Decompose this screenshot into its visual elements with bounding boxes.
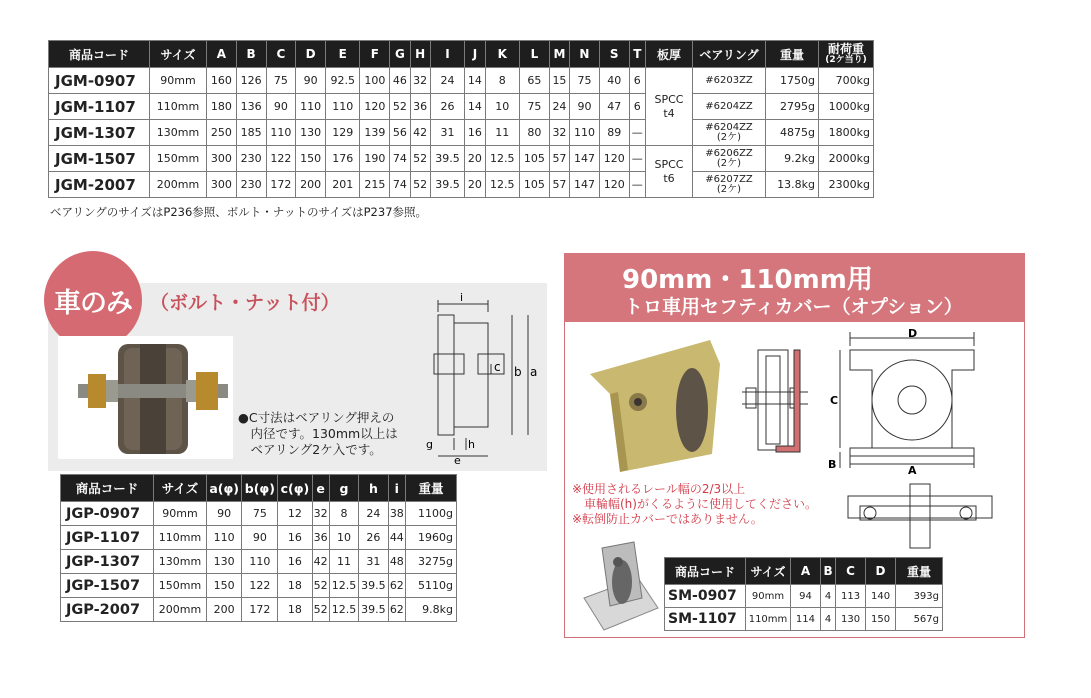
bearing-cell	[693, 172, 766, 198]
col-header: H	[410, 41, 430, 68]
size-cell: 150mm	[150, 146, 207, 172]
dim-label-c: c	[494, 360, 501, 374]
dim-cell: 40	[599, 68, 629, 94]
bearing-cell	[693, 120, 766, 146]
dim-cell: 120	[360, 94, 390, 120]
weight-cell: 1960g	[406, 526, 457, 550]
dim-cell: 16	[465, 120, 485, 146]
table-row	[61, 550, 457, 574]
dim-cell: 12	[278, 502, 312, 526]
dim-cell: 200	[296, 172, 326, 198]
c-dimension-note	[238, 410, 398, 458]
col-header: 商品コード	[49, 41, 150, 68]
dim-cell: 42	[410, 120, 430, 146]
safety-cover-photo	[580, 334, 730, 474]
product-code: JGM-1507	[49, 146, 150, 172]
table-header-row	[49, 41, 874, 68]
size-cell: 110mm	[746, 608, 791, 631]
safety-cover-title: 90mm・110mm用	[622, 265, 873, 295]
col-header: e	[312, 475, 329, 502]
dim-cell: 110	[207, 526, 242, 550]
dim-cell: 105	[520, 146, 550, 172]
table-row	[665, 608, 943, 631]
col-header: c(φ)	[278, 475, 312, 502]
dim-cell: 11	[485, 120, 519, 146]
dim-cell: 230	[236, 172, 266, 198]
col-header: K	[485, 41, 519, 68]
dim-cell: 90	[296, 68, 326, 94]
dim-cell: 110	[570, 120, 600, 146]
dim-label-b: b	[514, 365, 522, 379]
wheel-dimension-diagram	[416, 290, 546, 468]
table-header-row	[665, 558, 943, 585]
dim-cell: 122	[242, 574, 278, 598]
dim-cell: 6	[629, 94, 645, 120]
usage-notes	[572, 482, 817, 527]
size-cell: 110mm	[150, 94, 207, 120]
dim-cell: 113	[836, 585, 866, 608]
size-cell: 110mm	[154, 526, 207, 550]
dim-cell: 75	[570, 68, 600, 94]
dim-cell: 8	[485, 68, 519, 94]
dim-cell: 150	[296, 146, 326, 172]
dim-cell: 57	[549, 146, 569, 172]
dim-cell: 150	[866, 608, 896, 631]
col-header: G	[390, 41, 410, 68]
dim-cell: 136	[236, 94, 266, 120]
wheel-only-badge: 車のみ	[44, 251, 142, 349]
dim-cell: 75	[242, 502, 278, 526]
dim-cell: 110	[242, 550, 278, 574]
wheel-only-subtitle: （ボルト・ナット付）	[150, 292, 340, 314]
product-code: SM-0907	[665, 585, 746, 608]
dim-cell: 12.5	[329, 574, 358, 598]
dim-cell: 26	[430, 94, 464, 120]
product-code: JGM-0907	[49, 68, 150, 94]
dim-cell: 20	[465, 146, 485, 172]
size-cell: 200mm	[154, 598, 207, 622]
col-header: 重量	[896, 558, 943, 585]
col-header: F	[360, 41, 390, 68]
dim-cell: 74	[390, 172, 410, 198]
dim-cell: 150	[207, 574, 242, 598]
dim-cell: 130	[207, 550, 242, 574]
dim-cell: 90	[570, 94, 600, 120]
col-header: L	[520, 41, 550, 68]
dim-cell: 6	[629, 68, 645, 94]
dim-cell: 110	[266, 120, 296, 146]
dim-cell: 130	[296, 120, 326, 146]
dim-cell: 300	[207, 172, 237, 198]
table-row	[49, 94, 874, 120]
spec-table-jgp	[60, 474, 457, 622]
size-cell: 130mm	[154, 550, 207, 574]
dim-cell: 47	[599, 94, 629, 120]
dim-label-d: D	[908, 328, 918, 340]
col-header: C	[836, 558, 866, 585]
dim-cell: 147	[570, 146, 600, 172]
dim-cell: 32	[312, 502, 329, 526]
size-cell: 150mm	[154, 574, 207, 598]
col-header: サイズ	[154, 475, 207, 502]
dim-cell: 172	[266, 172, 296, 198]
dim-cell: 300	[207, 146, 237, 172]
dim-cell: 16	[278, 550, 312, 574]
weight-cell: 1750g	[766, 68, 819, 94]
dim-cell: 230	[236, 146, 266, 172]
col-header: B	[236, 41, 266, 68]
col-header: b(φ)	[242, 475, 278, 502]
load-sublabel: (2ケ当り)	[825, 54, 867, 65]
col-header: A	[207, 41, 237, 68]
col-header: J	[465, 41, 485, 68]
dim-cell: 39.5	[359, 598, 388, 622]
dim-cell: 185	[236, 120, 266, 146]
col-header: a(φ)	[207, 475, 242, 502]
table-row	[49, 172, 874, 198]
dim-label-a: a	[530, 365, 538, 379]
product-code: JGP-1307	[61, 550, 154, 574]
product-code: JGP-2007	[61, 598, 154, 622]
load-cell: 700kg	[819, 68, 874, 94]
col-header: h	[359, 475, 388, 502]
product-code: JGP-0907	[61, 502, 154, 526]
dim-cell: 11	[329, 550, 358, 574]
size-cell: 90mm	[150, 68, 207, 94]
bearing-qty: (2ケ)	[716, 131, 742, 143]
plate-thickness: t4	[663, 106, 675, 120]
plate-cell	[646, 68, 693, 146]
plate-material: SPCC	[654, 92, 684, 106]
dim-cell: 24	[359, 502, 388, 526]
dim-cell: 114	[791, 608, 821, 631]
col-header: 商品コード	[61, 475, 154, 502]
dim-label-i: i	[460, 291, 464, 304]
dim-cell: —	[629, 172, 645, 198]
weight-cell: 4875g	[766, 120, 819, 146]
dim-cell: 4	[820, 608, 835, 631]
dim-cell: 36	[312, 526, 329, 550]
weight-cell: 13.8kg	[766, 172, 819, 198]
product-code: SM-1107	[665, 608, 746, 631]
dim-cell: 31	[430, 120, 464, 146]
dim-cell: 62	[388, 598, 405, 622]
weight-cell: 9.2kg	[766, 146, 819, 172]
col-header: 板厚	[646, 41, 693, 68]
dim-cell: 140	[866, 585, 896, 608]
col-header: サイズ	[150, 41, 207, 68]
table-row	[49, 146, 874, 172]
dim-cell: 92.5	[326, 68, 360, 94]
col-header: ベアリング	[693, 41, 766, 68]
dim-label-g: g	[426, 438, 433, 451]
dim-cell: 38	[388, 502, 405, 526]
bearing-qty: (2ケ)	[716, 157, 742, 169]
dim-cell: 65	[520, 68, 550, 94]
dim-label-c-cover: C	[830, 394, 839, 407]
dim-cell: 12.5	[329, 598, 358, 622]
dim-cell: 14	[465, 68, 485, 94]
size-cell: 90mm	[746, 585, 791, 608]
dim-cell: 52	[410, 172, 430, 198]
dim-cell: 15	[549, 68, 569, 94]
dim-cell: 176	[326, 146, 360, 172]
col-header: B	[820, 558, 835, 585]
safety-cover-header	[564, 253, 1025, 322]
dim-label-e: e	[454, 454, 461, 467]
col-header: 重量	[406, 475, 457, 502]
dim-cell: 44	[388, 526, 405, 550]
dim-cell: 46	[390, 68, 410, 94]
dim-cell: 110	[296, 94, 326, 120]
dim-cell: 122	[266, 146, 296, 172]
table-row	[61, 526, 457, 550]
wheel-illustration	[58, 336, 233, 459]
dim-cell: 39.5	[359, 574, 388, 598]
bearing-qty: (2ケ)	[716, 183, 742, 195]
dim-cell: 18	[278, 598, 312, 622]
col-header: N	[570, 41, 600, 68]
dim-cell: 24	[549, 94, 569, 120]
plate-thickness: t6	[663, 171, 675, 185]
dim-cell: 52	[312, 598, 329, 622]
dim-cell: 32	[549, 120, 569, 146]
dim-cell: 18	[278, 574, 312, 598]
reference-note: ベアリングのサイズはP236参照、ボルト・ナットのサイズはP237参照。	[50, 205, 428, 219]
dim-cell: 160	[207, 68, 237, 94]
dim-cell: 75	[266, 68, 296, 94]
product-code: JGM-1107	[49, 94, 150, 120]
cover-front-diagram	[826, 328, 998, 474]
load-cell: 1000kg	[819, 94, 874, 120]
dim-cell: 39.5	[430, 172, 464, 198]
dim-label-b-cover: B	[828, 458, 837, 471]
dim-cell: 24	[430, 68, 464, 94]
dim-label-a-cover: A	[908, 464, 917, 474]
dim-cell: 200	[207, 598, 242, 622]
col-header: 重量	[766, 41, 819, 68]
note-line: ※使用されるレール幅の2/3以上	[572, 482, 746, 496]
weight-cell: 2795g	[766, 94, 819, 120]
dim-cell: 250	[207, 120, 237, 146]
load-cell: 1800kg	[819, 120, 874, 146]
dim-cell: 10	[329, 526, 358, 550]
bearing-model: #6206ZZ	[705, 147, 753, 159]
dim-cell: 172	[242, 598, 278, 622]
plate-cell	[646, 146, 693, 198]
cover-installed-photo	[578, 538, 662, 632]
dim-cell: 20	[465, 172, 485, 198]
col-header: S	[599, 41, 629, 68]
dim-cell: 4	[820, 585, 835, 608]
load-label: 耐荷重	[827, 41, 864, 56]
dim-cell: 94	[791, 585, 821, 608]
dim-cell: 52	[410, 146, 430, 172]
dim-cell: 12.5	[485, 172, 519, 198]
col-header: サイズ	[746, 558, 791, 585]
dim-cell: 75	[520, 94, 550, 120]
dim-cell: 201	[326, 172, 360, 198]
dim-cell: 120	[599, 172, 629, 198]
dim-cell: 147	[570, 172, 600, 198]
col-header: T	[629, 41, 645, 68]
dim-cell: 80	[520, 120, 550, 146]
spec-table-sm	[664, 557, 943, 631]
dim-cell: 52	[390, 94, 410, 120]
bearing-cell	[693, 146, 766, 172]
dim-cell: 10	[485, 94, 519, 120]
dim-cell: 89	[599, 120, 629, 146]
product-code: JGP-1107	[61, 526, 154, 550]
dim-cell: 90	[207, 502, 242, 526]
dim-cell: 42	[312, 550, 329, 574]
table-row	[49, 68, 874, 94]
dim-cell: 32	[410, 68, 430, 94]
dim-cell: 130	[836, 608, 866, 631]
weight-cell: 9.8kg	[406, 598, 457, 622]
dim-cell: 90	[242, 526, 278, 550]
dim-cell: 110	[326, 94, 360, 120]
table-row	[61, 502, 457, 526]
weight-cell: 3275g	[406, 550, 457, 574]
table-row	[61, 598, 457, 622]
dim-cell: 139	[360, 120, 390, 146]
bearing-model: #6204ZZ	[705, 100, 753, 112]
plate-material: SPCC	[654, 157, 684, 171]
col-header-load	[819, 41, 874, 68]
cover-side-diagram	[738, 342, 813, 460]
table-header-row	[61, 475, 457, 502]
dim-cell: 31	[359, 550, 388, 574]
dim-cell: 62	[388, 574, 405, 598]
weight-cell: 1100g	[406, 502, 457, 526]
table-row	[61, 574, 457, 598]
dim-cell: 74	[390, 146, 410, 172]
col-header: D	[866, 558, 896, 585]
bearing-model: #6207ZZ	[705, 173, 753, 185]
col-header: i	[388, 475, 405, 502]
dim-cell: 190	[360, 146, 390, 172]
bearing-cell	[693, 68, 766, 94]
weight-cell: 393g	[896, 585, 943, 608]
note-line: ●C寸法はベアリング押えの	[238, 410, 395, 425]
dim-cell: 90	[266, 94, 296, 120]
dim-cell: 57	[549, 172, 569, 198]
dim-cell: —	[629, 146, 645, 172]
load-cell: 2300kg	[819, 172, 874, 198]
dim-label-h: h	[468, 438, 475, 451]
dim-cell: 180	[207, 94, 237, 120]
col-header: A	[791, 558, 821, 585]
dim-cell: 39.5	[430, 146, 464, 172]
note-line: 車輪幅(h)がくるように使用してください。	[572, 497, 817, 511]
col-header: C	[266, 41, 296, 68]
dim-cell: 52	[312, 574, 329, 598]
dim-cell: 48	[388, 550, 405, 574]
weight-cell: 567g	[896, 608, 943, 631]
wheel-photo	[58, 336, 233, 459]
bearing-model: #6203ZZ	[705, 74, 753, 86]
col-header: D	[296, 41, 326, 68]
dim-cell: 120	[599, 146, 629, 172]
dim-cell: 8	[329, 502, 358, 526]
col-header: M	[549, 41, 569, 68]
col-header: g	[329, 475, 358, 502]
dim-cell: 14	[465, 94, 485, 120]
dim-cell: 129	[326, 120, 360, 146]
col-header: I	[430, 41, 464, 68]
note-line: ベアリング2ケ入です。	[238, 442, 382, 457]
dim-cell: 215	[360, 172, 390, 198]
bearing-model: #6204ZZ	[705, 121, 753, 133]
product-code: JGM-1307	[49, 120, 150, 146]
dim-cell: 16	[278, 526, 312, 550]
cover-top-diagram	[840, 480, 1000, 552]
table-row	[665, 585, 943, 608]
size-cell: 90mm	[154, 502, 207, 526]
dim-cell: 12.5	[485, 146, 519, 172]
dim-cell: 126	[236, 68, 266, 94]
dim-cell: 26	[359, 526, 388, 550]
table-row	[49, 120, 874, 146]
spec-table-jgm	[48, 40, 874, 198]
note-line: ※転倒防止カバーではありません。	[572, 512, 763, 526]
safety-cover-subtitle: トロ車用セフティカバー（オプション）	[624, 296, 963, 318]
note-line: 内径です。130mm以上は	[238, 426, 398, 441]
col-header: E	[326, 41, 360, 68]
dim-cell: —	[629, 120, 645, 146]
size-cell: 200mm	[150, 172, 207, 198]
product-code: JGM-2007	[49, 172, 150, 198]
dim-cell: 100	[360, 68, 390, 94]
size-cell: 130mm	[150, 120, 207, 146]
dim-cell: 56	[390, 120, 410, 146]
dim-cell: 36	[410, 94, 430, 120]
product-code: JGP-1507	[61, 574, 154, 598]
col-header: 商品コード	[665, 558, 746, 585]
load-cell: 2000kg	[819, 146, 874, 172]
weight-cell: 5110g	[406, 574, 457, 598]
bearing-cell	[693, 94, 766, 120]
dim-cell: 105	[520, 172, 550, 198]
